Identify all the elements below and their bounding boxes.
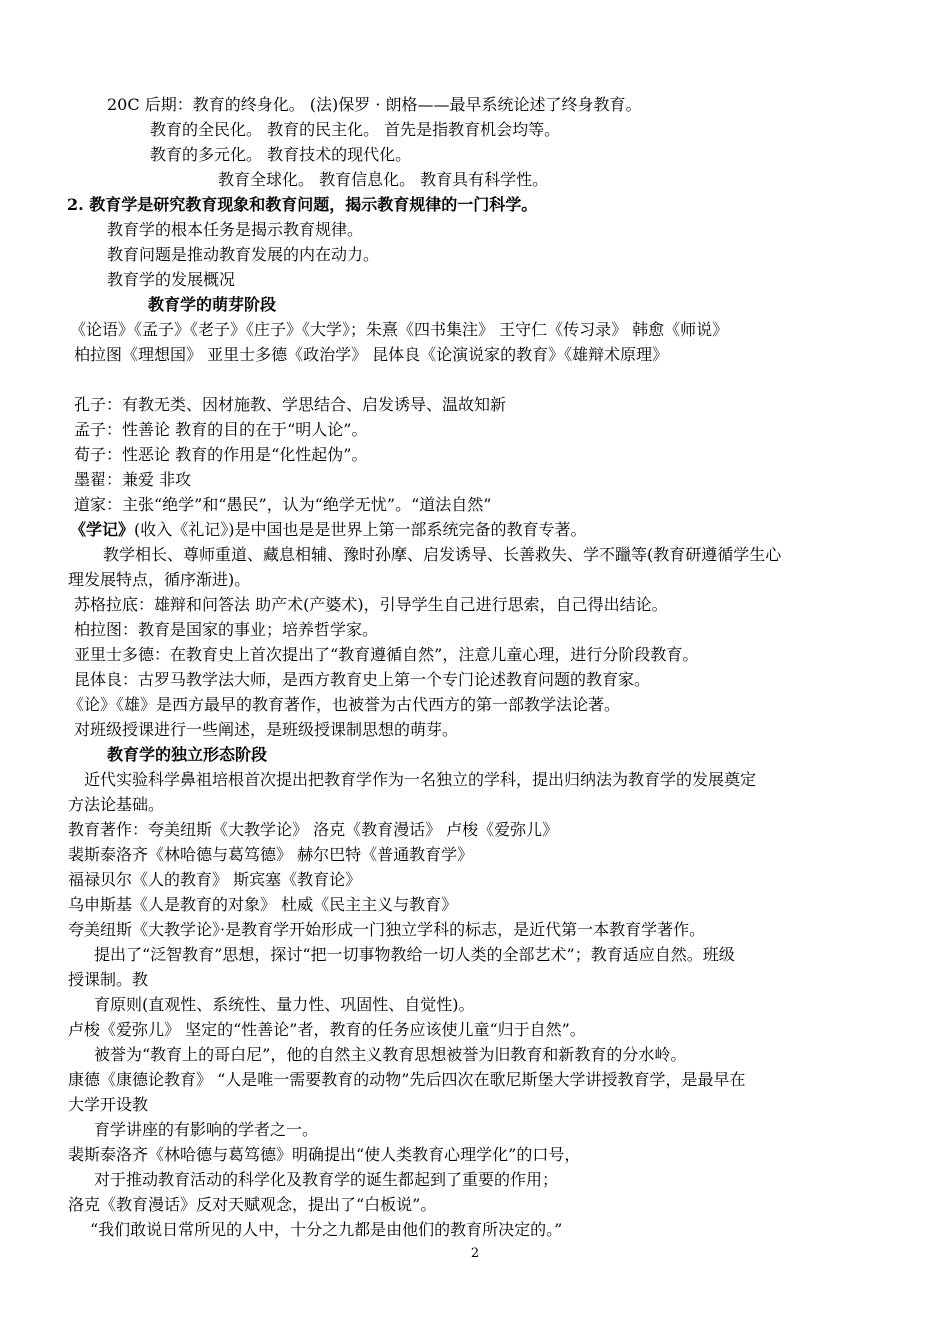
text-line: 《论语》《孟子》《老子》《庄子》《大学》；朱熹《四书集注》 王守仁《传习录》 韩愈《师说》 bbox=[70, 320, 729, 339]
text-line: 《论》《雄》是西方最早的教育著作，也被誉为古代西方的第一部教学法论著。 bbox=[68, 695, 621, 714]
text-line: “我们敢说日常所见的人中，十分之九都是由他们的教育所决定的。” bbox=[90, 1220, 563, 1239]
text-line: 裴斯泰洛齐《林哈德与葛笃德》明确提出“使人类教育心理学化”的口号， bbox=[68, 1145, 581, 1164]
text-line: 教育学的根本任务是揭示教育规律。 bbox=[107, 220, 364, 239]
text-line: 理发展特点，循序渐进)。 bbox=[68, 570, 251, 589]
text-line: 教育的全民化。 教育的民主化。 首先是指教育机会均等。 bbox=[150, 120, 561, 139]
text-line: 道家：主张“绝学”和“愚民”，认为“绝学无忧”。“道法自然” bbox=[74, 495, 492, 514]
text-line: 育原则(直观性、系统性、量力性、巩固性、自觉性)。 bbox=[94, 995, 475, 1014]
text-line: 大学开设教 bbox=[68, 1095, 149, 1114]
text-line: 20C 后期：教育的终身化。 (法)保罗 · 朗格——最早系统论述了终身教育。 bbox=[107, 95, 642, 114]
text-line: 夸美纽斯《大教学论》·是教育学开始形成一门独立学科的标志，是近代第一本教育学著作。 bbox=[68, 920, 706, 939]
section-heading: 2. 教育学是研究教育现象和教育问题，揭示教育规律的一门科学。 bbox=[67, 195, 538, 214]
text-line: 教育的多元化。 教育技术的现代化。 bbox=[150, 145, 412, 164]
text-line: 墨翟：兼爱 非攻 bbox=[74, 470, 192, 489]
text-line: 荀子：性恶论 教育的作用是“化性起伪”。 bbox=[74, 445, 368, 464]
text-line: 乌申斯基《人是教育的对象》 杜威《民主主义与教育》 bbox=[68, 895, 458, 914]
page-number: 2 bbox=[470, 1246, 480, 1261]
book-title-xueji: 《学记》 bbox=[70, 520, 135, 539]
text-line: 教学相长、尊师重道、藏息相辅、豫时孙摩、启发诱导、长善救失、学不躐等(教育研遵循学生心 bbox=[103, 545, 782, 564]
text-line: 提出了“泛智教育”思想，探讨“把一切事物教给一切人类的全部艺术”；教育适应自然。班级 bbox=[94, 945, 735, 964]
text-line: 康德《康德论教育》 “人是唯一需要教育的动物”先后四次在歌尼斯堡大学讲授教育学，是最早在 bbox=[68, 1070, 746, 1089]
text-line: 教育问题是推动教育发展的内在动力。 bbox=[107, 245, 380, 264]
text-span: (收入《礼记》)是中国也是是世界上第一部系统完备的教育专著。 bbox=[134, 520, 587, 539]
text-line: 卢梭《爱弥儿》 坚定的“性善论”者，教育的任务应该使儿童“归于自然”。 bbox=[68, 1020, 586, 1039]
text-line: 教育全球化。 教育信息化。 教育具有科学性。 bbox=[218, 170, 549, 189]
text-line: 亚里士多德：在教育史上首次提出了“教育遵循自然”，注意儿童心理，进行分阶段教育。 bbox=[74, 645, 699, 664]
text-line: 近代实验科学鼻祖培根首次提出把教育学作为一名独立的学科，提出归纳法为教育学的发展奠定 bbox=[84, 770, 757, 789]
text-line bbox=[70, 518, 587, 542]
text-line: 孟子：性善论 教育的目的在于“明人论”。 bbox=[74, 420, 368, 439]
text-line: 孔子：有教无类、因材施教、学思结合、启发诱导、温故知新 bbox=[74, 395, 507, 414]
text-line: 教育学的发展概况 bbox=[107, 270, 236, 289]
subsection-heading: 教育学的萌芽阶段 bbox=[148, 295, 277, 314]
text-line: 被誉为“教育上的哥白尼”，他的自然主义教育思想被誉为旧教育和新教育的分水岭。 bbox=[94, 1045, 687, 1064]
text-line: 教育著作：夸美纽斯《大教学论》 洛克《教育漫话》 卢梭《爱弥儿》 bbox=[68, 820, 559, 839]
text-line: 方法论基础。 bbox=[68, 795, 165, 814]
text-line: 授课制。教 bbox=[68, 970, 149, 989]
text-line: 对于推动教育活动的科学化及教育学的诞生都起到了重要的作用； bbox=[94, 1170, 559, 1189]
text-line: 昆体良：古罗马教学法大师，是西方教育史上第一个专门论述教育问题的教育家。 bbox=[74, 670, 651, 689]
text-line: 柏拉图《理想国》 亚里士多德《政治学》 昆体良《论演说家的教育》《雄辩术原理》 bbox=[74, 345, 669, 364]
text-line: 福禄贝尔《人的教育》 斯宾塞《教育论》 bbox=[68, 870, 362, 889]
text-line: 育学讲座的有影响的学者之一。 bbox=[94, 1120, 319, 1139]
text-line: 裴斯泰洛齐《林哈德与葛笃德》 赫尔巴特《普通教育学》 bbox=[68, 845, 474, 864]
text-line: 苏格拉底：雄辩和问答法 助产术(产婆术)，引导学生自己进行思索，自己得出结论。 bbox=[74, 595, 668, 614]
text-line: 对班级授课进行一些阐述，是班级授课制思想的萌芽。 bbox=[74, 720, 459, 739]
text-line: 洛克《教育漫话》反对天赋观念，提出了“白板说”。 bbox=[68, 1195, 437, 1214]
subsection-heading: 教育学的独立形态阶段 bbox=[107, 745, 268, 764]
text-line: 柏拉图：教育是国家的事业；培养哲学家。 bbox=[74, 620, 379, 639]
